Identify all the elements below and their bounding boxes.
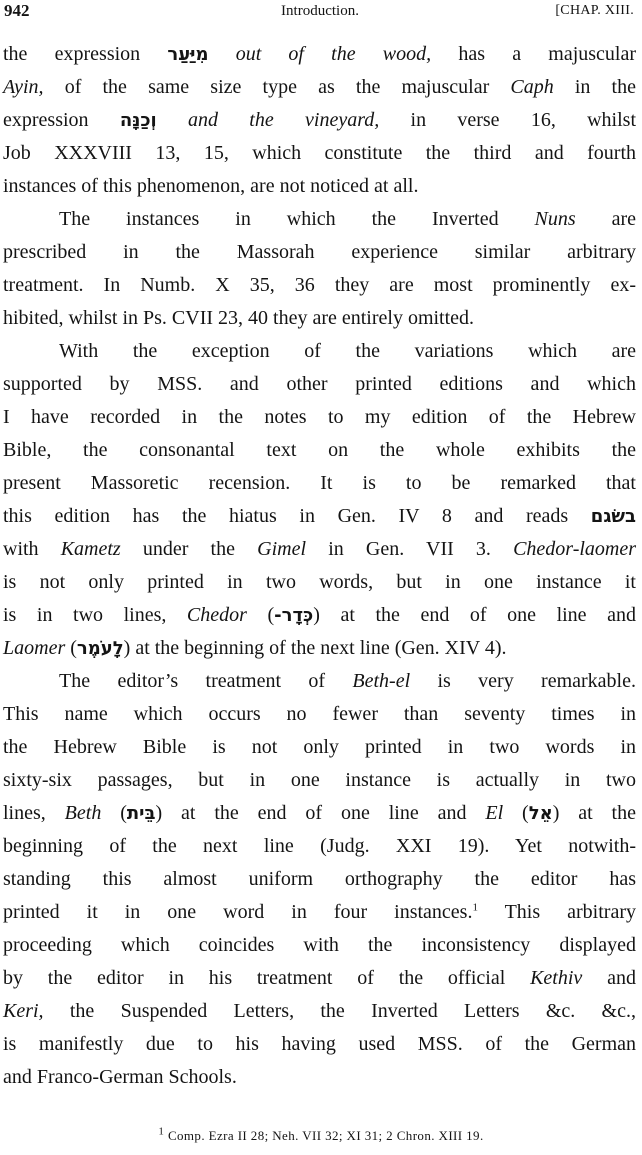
text-line: is not only printed in two words, but in one instance it [3,571,636,593]
text-line: I have recorded in the notes to my edition of the Hebrew [3,406,636,428]
text-line: supported by MSS. and other printed editions and which [3,373,636,395]
text-line: The editor’s treatment of Beth-el is very remarkable. [59,670,636,692]
text-line: Bible, the consonantal text on the whole exhibits the [3,439,636,461]
text-line: hibited, whilst in Ps. CVII 23, 40 they are entirely omitted. [3,307,475,329]
text-line: prescribed in the Massorah experience similar arbitrary [3,241,636,263]
hebrew-word: בשׂגם [590,506,636,527]
text-line: beginning of the next line (Judg. XXI 19). Yet notwith- [3,835,636,857]
text-line: This name which occurs no fewer than seventy times in [3,703,636,725]
text-line: and Franco-German Schools. [3,1066,237,1088]
body-text [3,38,636,1094]
text-line: is in two lines, Chedor (כְּדָר-) at the end of one line and [3,604,636,626]
page-number: 942 [4,1,30,20]
text-line: The instances in which the Inverted Nuns are [59,208,636,230]
text-line: With the exception of the variations which are [59,340,636,362]
text-line: this edition has the hiatus in Gen. IV 8 and reads בשׂגם [3,505,636,527]
text-line: lines, Beth (בֵּית) at the end of one line and El (אֵל) at the [3,802,636,824]
text-line: standing this almost uniform orthography the editor has [3,868,636,890]
text-line: expression וְכַנָּה and the vineyard, in verse 16, whilst [3,109,636,131]
text-line: is manifestly due to his having used MSS. of the German [3,1033,636,1055]
text-line: the Hebrew Bible is not only printed in two words in [3,736,636,758]
footnote [0,1125,642,1144]
text-line: proceeding which coincides with the inconsistency displayed [3,934,636,956]
text-line: instances of this phenomenon, are not noticed at all. [3,175,419,197]
hebrew-word: אֵל [528,803,553,824]
text-line: the expression מִיַּעַר out of the wood, has a majuscular [3,43,637,65]
footnote-text: Comp. Ezra II 28; Neh. VII 32; XI 31; 2 Chron. XIII 19. [167,1128,484,1143]
text-line: treatment. In Numb. X 35, 36 they are most prominently ex- [3,274,636,296]
text-line: sixty-six passages, but in one instance is actually in two [3,769,636,791]
text-line: printed it in one word in four instances.$^1$ This arbitrary [3,901,636,923]
footnote-marker: 1 [472,901,478,914]
hebrew-word: לָעֹמֶר [76,638,124,659]
running-header [2,0,638,22]
chapter-label: [CHAP. XIII. [555,3,634,18]
text-line: Laomer (לָעֹמֶר) at the beginning of the next line (Gen. XIV 4). [3,637,507,659]
text-line: present Massoretic recension. It is to be remarked that [3,472,636,494]
running-title: Introduction. [281,3,359,19]
hebrew-word: בֵּית [126,803,156,824]
text-line: by the editor in his treatment of the official Kethiv and [3,967,636,989]
text-line: with Kametz under the Gimel in Gen. VII 3. Chedor-laomer [3,538,637,560]
text-line: Job XXXVIII 13, 15, which constitute the third and fourth [3,142,636,164]
text-line: Keri, the Suspended Letters, the Inverted Letters &c. &c., [3,1000,636,1022]
hebrew-word: כְּדָר- [274,605,314,626]
hebrew-word: מִיַּעַר [167,44,209,65]
footnote-number: 1 [158,1125,165,1138]
text-line: Ayin, of the same size type as the majuscular Caph in the [3,76,636,98]
hebrew-word: וְכַנָּה [119,110,157,131]
